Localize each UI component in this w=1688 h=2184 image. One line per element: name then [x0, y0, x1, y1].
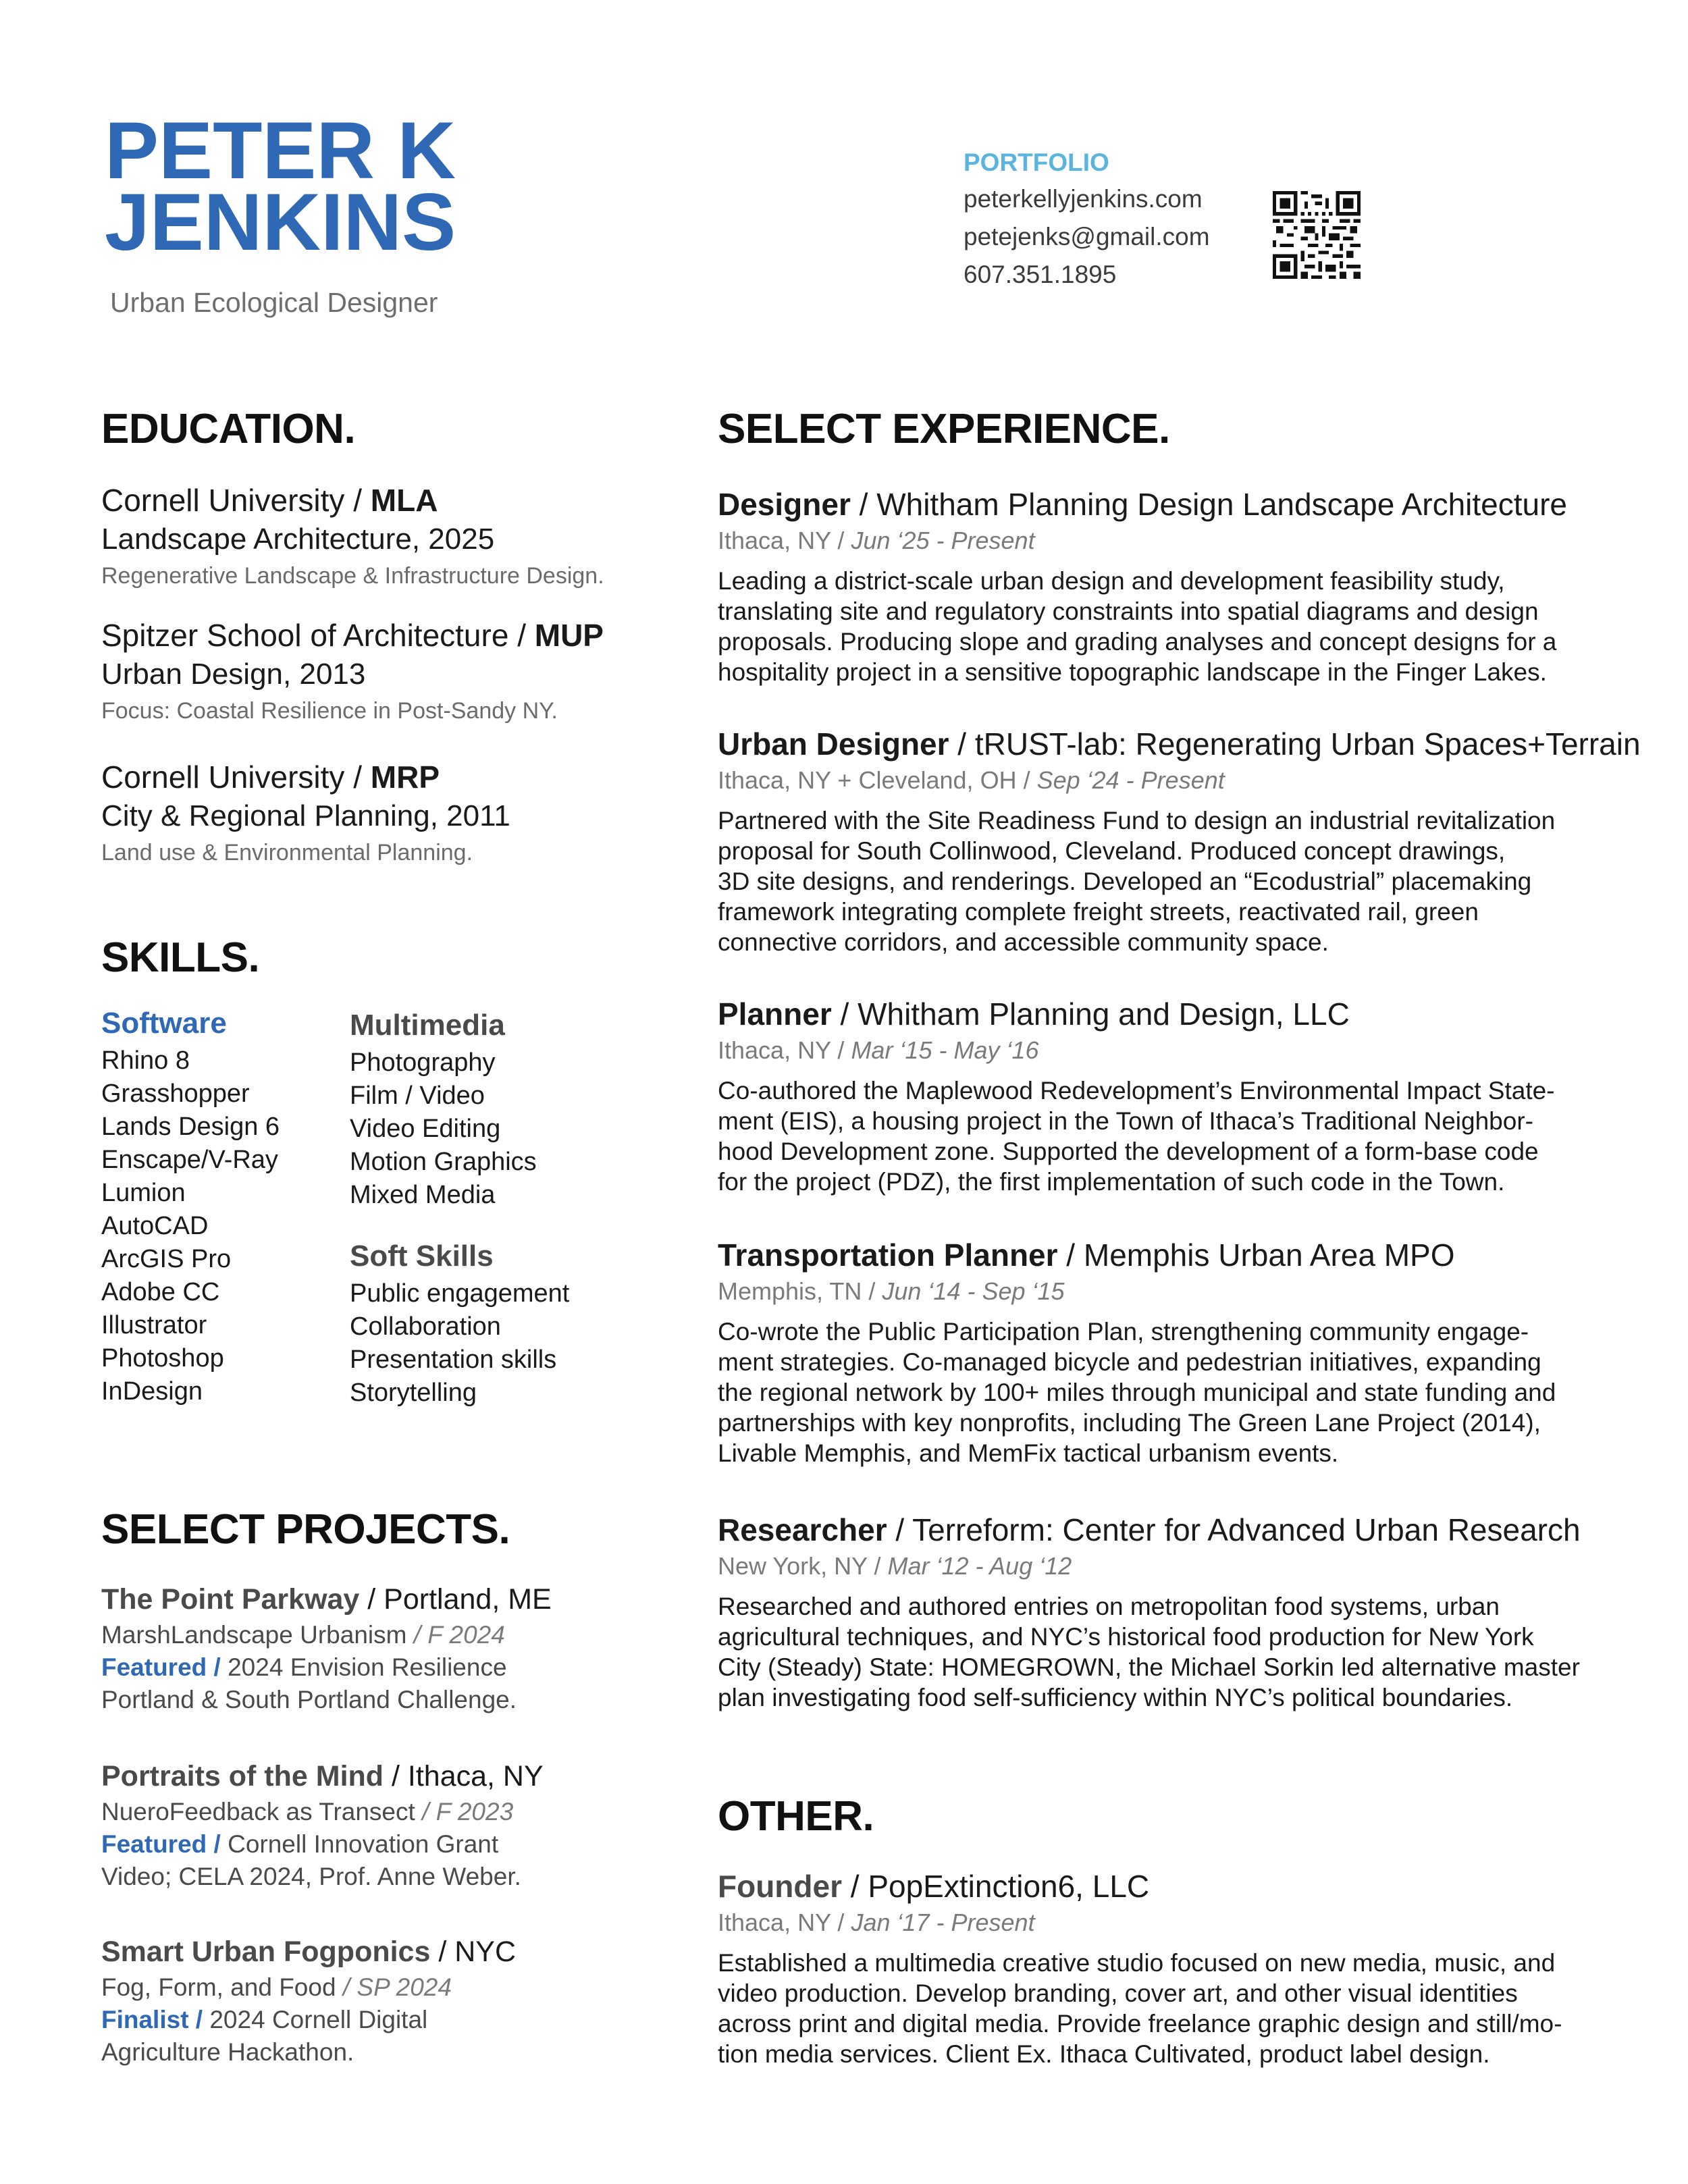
software-skill-item: Grasshopper: [101, 1080, 250, 1108]
software-skill-item: ArcGIS Pro: [101, 1245, 232, 1273]
experience-meta: Ithaca, NY / Jun ‘25 - Present: [718, 527, 1035, 554]
experience-item: [718, 724, 1663, 957]
candidate-name: [105, 105, 456, 267]
experience-title: Researcher / Terreform: Center for Advanced Urban Research: [718, 1512, 1581, 1547]
other-description: Established a multimedia creative studio focused on new media, music, and video production. Develop branding, cover art, and other visual identities across print and digital media. Provide freelance graphic design and still/mo- tion media services. Client Ex. Ithaca Cultivated, product label design.: [718, 1949, 1562, 2068]
projects-heading: SELECT PROJECTS.: [101, 1506, 510, 1553]
soft-skills-heading: Soft Skills: [350, 1240, 494, 1273]
experience-meta: Ithaca, NY + Cleveland, OH / Sep ‘24 - Present: [718, 766, 1225, 794]
experience-item: [718, 485, 1663, 687]
experience-item: [718, 1235, 1663, 1468]
software-skill-item: AutoCAD: [101, 1212, 209, 1240]
multimedia-heading: Multimedia: [350, 1009, 505, 1042]
project-title: Portraits of the Mind / Ithaca, NY: [101, 1760, 544, 1792]
experience-item: [718, 1510, 1663, 1713]
education-item: [101, 616, 604, 728]
experience-meta: Memphis, TN / Jun ‘14 - Sep ‘15: [718, 1277, 1065, 1305]
soft-skill-item: Public engagement: [350, 1279, 570, 1308]
multimedia-skill-item: Photography: [350, 1048, 496, 1077]
project-title: Smart Urban Fogponics / NYC: [101, 1936, 517, 1968]
contact-block: [964, 145, 1210, 294]
phone-number: 607.351.1895: [964, 261, 1117, 288]
education-school: Cornell University / MLA: [101, 483, 438, 518]
software-skill-item: Illustrator: [101, 1311, 207, 1339]
other-title: Founder / PopExtinction6, LLC: [718, 1869, 1150, 1904]
experience-description: Partnered with the Site Readiness Fund to design an industrial revitalization proposal for South Collinwood, Cleveland. Produced concept drawings, 3D site designs, and renderings. Developed an “Ecodustrial” placemaking framework integrating complete freight streets, reactivated rail, green connective corridors, and accessible community space.: [718, 807, 1556, 956]
project-recognition-cont: Portland & South Portland Challenge.: [101, 1686, 517, 1713]
education-note: Land use & Environmental Planning.: [101, 840, 473, 865]
software-skill-item: Lands Design 6: [101, 1113, 280, 1141]
software-skill-item: Enscape/V-Ray: [101, 1146, 278, 1174]
other-meta: Ithaca, NY / Jan ‘17 - Present: [718, 1909, 1035, 1936]
project-item: [101, 1757, 544, 1893]
experience-description: Researched and authored entries on metropolitan food systems, urban agricultural techniques, and NYC’s historical food production for New York City (Steady) State: HOMEGROWN, the Michael Sorkin led alternative master plan investigating food self-sufficiency within NYC’s political boundaries.: [718, 1593, 1580, 1711]
experience-description: Co-wrote the Public Participation Plan, strengthening community engage- ment strategies. Co-managed bicycle and pedestrian initiatives, expanding the regional network by 100+ miles through municipal and state funding and partnerships with key nonprofits, including The Green Lane Project (2014), Livable Memphis, and MemFix tactical urbanism events.: [718, 1318, 1556, 1467]
name-line-2: JENKINS: [105, 177, 456, 267]
experience-title: Planner / Whitham Planning and Design, LLC: [718, 996, 1350, 1032]
website-link[interactable]: peterkellyjenkins.com: [964, 185, 1203, 213]
multimedia-skill-item: Film / Video: [350, 1082, 485, 1110]
experience-meta: New York, NY / Mar ‘12 - Aug ‘12: [718, 1552, 1072, 1580]
experience-title: Designer / Whitham Planning Design Landscape Architecture: [718, 487, 1568, 522]
project-subtitle: Fog, Form, and Food / SP 2024: [101, 1973, 452, 2001]
education-note: Regenerative Landscape & Infrastructure Design.: [101, 563, 604, 589]
experience-description: Co-authored the Maplewood Redevelopment’s Environmental Impact State- ment (EIS), a housing project in the Town of Ithaca’s Traditional Neighbor- hood Development zone. Supported the development of a form-base code for the project (PDZ), the first implementation of such code in the Town.: [718, 1077, 1555, 1196]
project-recognition: Featured / 2024 Envision Resilience: [101, 1653, 507, 1681]
project-item: [101, 1580, 552, 1716]
education-program: Landscape Architecture, 2025: [101, 523, 495, 556]
multimedia-skill-item: Video Editing: [350, 1115, 501, 1143]
software-skill-item: Lumion: [101, 1179, 186, 1207]
software-skill-item: Photoshop: [101, 1344, 224, 1373]
project-recognition: Featured / Cornell Innovation Grant: [101, 1830, 499, 1858]
education-item: [101, 757, 510, 870]
project-recognition-cont: Agriculture Hackathon.: [101, 2038, 354, 2066]
multimedia-skills: [350, 1005, 537, 1212]
other-heading: OTHER.: [718, 1793, 874, 1840]
experience-item: [718, 994, 1663, 1197]
experience-title: Urban Designer / tRUST-lab: Regenerating Urban Spaces+Terrain: [718, 726, 1641, 762]
experience-description: Leading a district-scale urban design and development feasibility study, translating site and regulatory constraints into spatial diagrams and design proposals. Producing slope and grading analyses and concept designs for a hospitality project in a sensitive topographic landscape in the Finger Lakes.: [718, 567, 1557, 686]
portfolio-label: PORTFOLIO: [964, 149, 1109, 176]
education-program: City & Regional Planning, 2011: [101, 799, 510, 832]
education-heading: EDUCATION.: [101, 406, 356, 452]
project-subtitle: NueroFeedback as Transect / F 2023: [101, 1798, 514, 1826]
other-item: [718, 1867, 1663, 2069]
tagline: Urban Ecological Designer: [110, 287, 438, 318]
multimedia-skill-item: Mixed Media: [350, 1181, 496, 1209]
education-school: Spitzer School of Architecture / MUP: [101, 618, 604, 653]
experience-meta: Ithaca, NY / Mar ‘15 - May ‘16: [718, 1036, 1039, 1064]
qr-code-icon[interactable]: [1273, 191, 1361, 279]
project-subtitle: MarshLandscape Urbanism / F 2024: [101, 1621, 505, 1649]
soft-skill-item: Storytelling: [350, 1379, 477, 1407]
software-heading: Software: [101, 1007, 227, 1040]
project-title: The Point Parkway / Portland, ME: [101, 1583, 552, 1616]
project-recognition-cont: Video; CELA 2024, Prof. Anne Weber.: [101, 1863, 521, 1890]
experience-heading: SELECT EXPERIENCE.: [718, 406, 1170, 452]
multimedia-skill-item: Motion Graphics: [350, 1148, 537, 1176]
soft-skill-item: Collaboration: [350, 1312, 501, 1341]
software-skill-item: Adobe CC: [101, 1278, 220, 1306]
software-skills: [101, 1003, 280, 1408]
project-recognition: Finalist / 2024 Cornell Digital: [101, 2006, 428, 2033]
education-school: Cornell University / MRP: [101, 760, 440, 795]
soft-skills: [350, 1235, 569, 1410]
soft-skill-item: Presentation skills: [350, 1346, 557, 1374]
name-line-1: PETER K: [105, 105, 456, 196]
software-skill-item: Rhino 8: [101, 1046, 190, 1075]
email-link[interactable]: petejenks@gmail.com: [964, 223, 1210, 250]
experience-title: Transportation Planner / Memphis Urban Area MPO: [718, 1237, 1455, 1273]
education-note: Focus: Coastal Resilience in Post-Sandy NY.: [101, 698, 558, 724]
software-skill-item: InDesign: [101, 1377, 203, 1406]
education-item: [101, 481, 604, 593]
education-program: Urban Design, 2013: [101, 658, 366, 691]
project-item: [101, 1932, 516, 2069]
skills-heading: SKILLS.: [101, 934, 260, 981]
